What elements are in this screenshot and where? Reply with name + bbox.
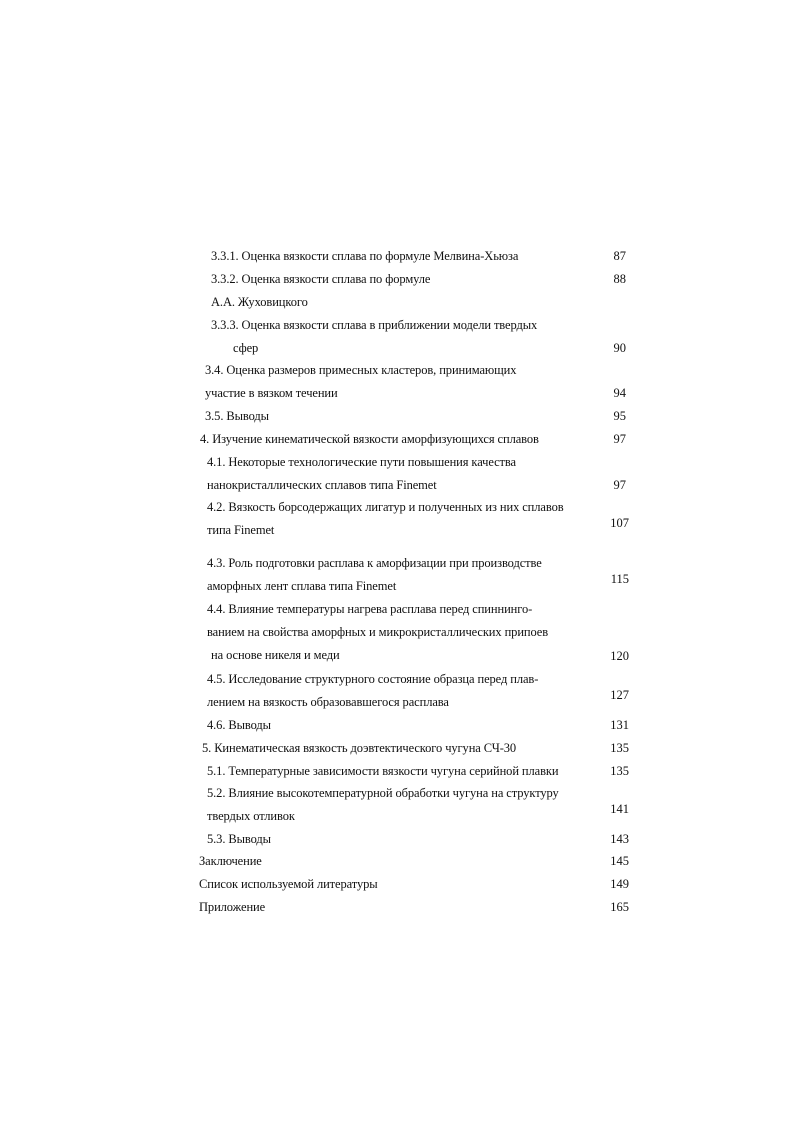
toc-entry-text: 3.5. Выводы: [205, 409, 269, 423]
toc-page-number: 90: [613, 341, 626, 355]
toc-page-number: 95: [613, 409, 626, 423]
toc-entry-text: 3.3.3. Оценка вязкости сплава в приближении модели твердых: [211, 318, 538, 332]
toc-entry-text: 4.2. Вязкость борсодержащих лигатур и полученных из них сплавов: [207, 500, 564, 514]
toc-entry-text: 3.3.1. Оценка вязкости сплава по формуле Мелвина-Хьюза: [211, 249, 519, 263]
toc-entry-text: Заключение: [199, 854, 262, 868]
toc-page-number: 107: [610, 516, 629, 530]
toc-page-number: 120: [610, 649, 629, 663]
toc-entry-text: 4.4. Влияние температуры нагрева расплава перед спиннинго-: [207, 602, 533, 616]
toc-entry-text: 3.3.2. Оценка вязкости сплава по формуле: [211, 272, 431, 286]
toc-entry-text: на основе никеля и меди: [211, 648, 340, 662]
toc-page-number: 88: [613, 272, 626, 286]
toc-page-number: 143: [610, 832, 629, 846]
toc-entry-text: 4.5. Исследование структурного состояние образца перед плав-: [207, 672, 539, 686]
toc-entry-text: 4. Изучение кинематической вязкости аморфизующихся сплавов: [200, 432, 539, 446]
toc-page-number: 149: [610, 877, 629, 891]
toc-page-number: 135: [610, 764, 629, 778]
toc-entry-text: 3.4. Оценка размеров примесных кластеров, принимающих: [205, 363, 517, 377]
toc-entry-text: 4.1. Некоторые технологические пути повышения качества: [207, 455, 517, 469]
toc-entry-text: лением на вязкость образовавшегося расплава: [207, 695, 449, 709]
toc-page-number: 87: [613, 249, 626, 263]
toc-entry-text: 5. Кинематическая вязкость доэвтектического чугуна СЧ-30: [202, 741, 517, 755]
toc-entry-text: 4.3. Роль подготовки расплава к аморфизации при производстве: [207, 556, 542, 570]
toc-entry-text: нанокристаллических сплавов типа Finemet: [207, 478, 437, 492]
toc-entry-text: 5.1. Температурные зависимости вязкости чугуна серийной плавки: [207, 764, 559, 778]
toc-page-number: 135: [610, 741, 629, 755]
toc-entry-text: 5.2. Влияние высокотемпературной обработки чугуна на структуру: [207, 786, 559, 800]
toc-entry-text: сфер: [233, 341, 259, 355]
toc-entry-text: 5.3. Выводы: [207, 832, 271, 846]
toc-page-number: 97: [613, 432, 626, 446]
toc-entry-text: твердых отливок: [207, 809, 295, 823]
toc-entry-text: аморфных лент сплава типа Finemet: [207, 579, 397, 593]
toc-entry-text: ванием на свойства аморфных и микрокристаллических припоев: [207, 625, 549, 639]
toc-page-number: 145: [610, 854, 629, 868]
toc-entry-text: Приложение: [199, 900, 266, 914]
toc-entry-text: А.А. Жуховицкого: [211, 295, 308, 309]
toc-entry-text: Список используемой литературы: [199, 877, 378, 891]
toc-page-number: 115: [610, 572, 629, 586]
toc-page-number: 97: [613, 478, 626, 492]
toc-page-number: 94: [613, 386, 626, 400]
toc-page-number: 127: [610, 688, 629, 702]
toc-page-number: 165: [610, 900, 629, 914]
toc-page-number: 131: [610, 718, 629, 732]
toc-entry-text: участие в вязком течении: [205, 386, 338, 400]
toc-entry-text: 4.6. Выводы: [207, 718, 271, 732]
toc-page-number: 141: [610, 802, 629, 816]
toc-entry-text: типа Finemet: [207, 523, 275, 537]
